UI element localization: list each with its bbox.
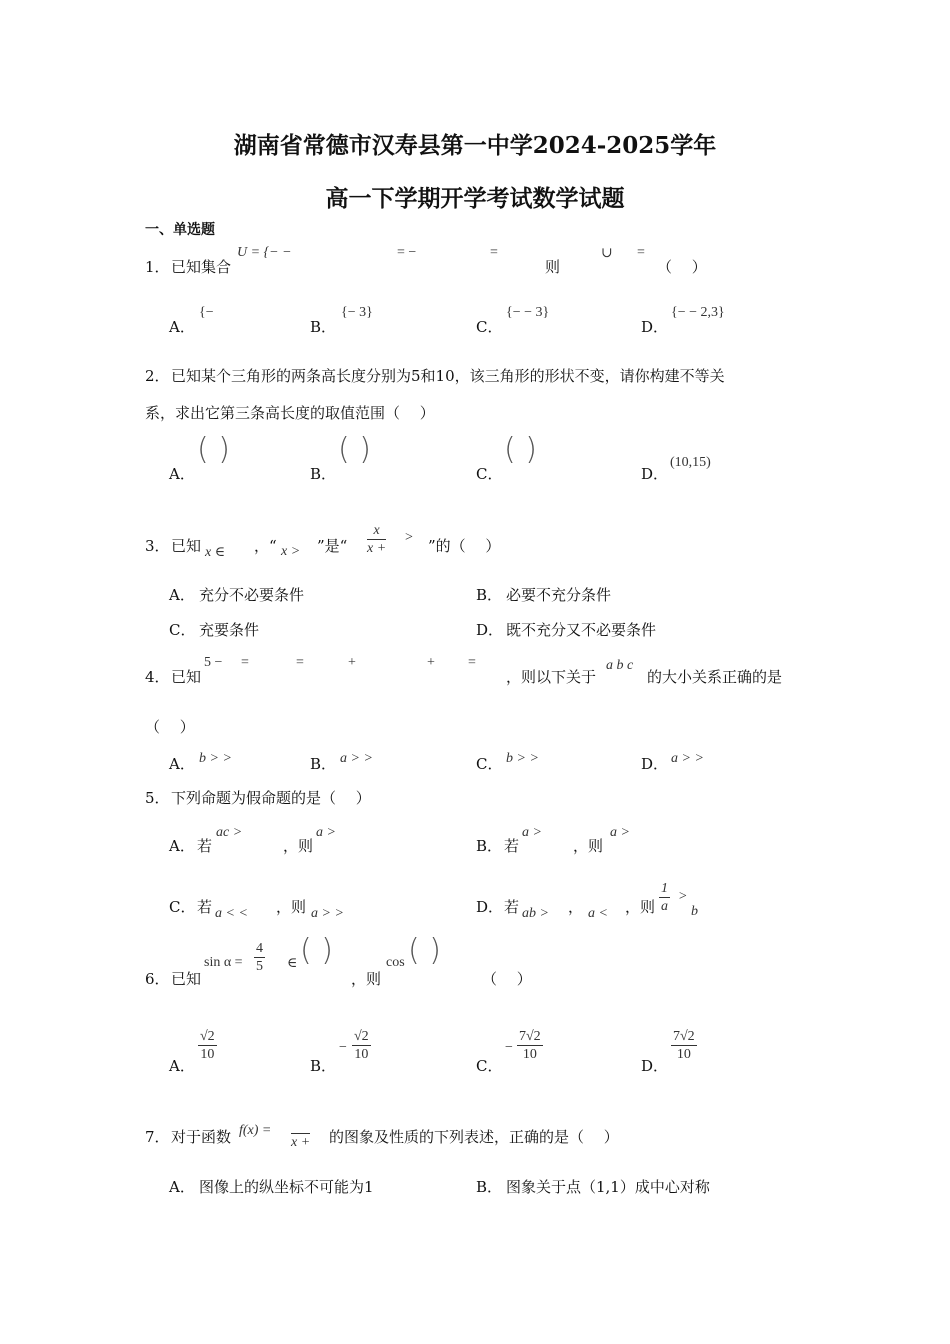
q4-math-2: = <box>241 655 249 670</box>
q3-option-d-label: D． <box>476 621 504 639</box>
q2-option-b-label: B． <box>310 465 337 483</box>
q4-option-d-label: D． <box>641 755 669 773</box>
q2-option-d: (10,15) <box>670 455 711 470</box>
q3-math-relation: > <box>405 530 413 545</box>
q4-option-c: b > > <box>506 751 539 766</box>
q5-option-a-label: A． <box>169 837 195 855</box>
q2-line1: 已知某个三角形的两条高长度分别为5和10，该三角形的形状不变，请你构建不等关 <box>171 367 725 385</box>
q6-option-b-bottom: 10 <box>354 1047 369 1062</box>
q3-sep: ，“ <box>254 537 277 555</box>
q3-option-c: 充要条件 <box>199 621 260 639</box>
q7-option-a: 图像上的纵坐标不可能为1 <box>199 1178 374 1196</box>
q4-number: 4． <box>145 668 170 686</box>
q5-option-d-fraction-bottom: a <box>661 899 668 914</box>
q5-option-d-relation: > <box>678 889 688 904</box>
q7-option-b: 图象关于点（1,1）成中心对称 <box>506 1178 710 1196</box>
q7-option-a-label: A． <box>169 1178 195 1196</box>
q2-option-c-label: C． <box>476 465 503 483</box>
q3-option-a-label: A． <box>169 586 195 604</box>
q1-math-b: = <box>490 245 498 260</box>
q2-option-d-label: D． <box>641 465 669 483</box>
q6-fraction-top: 4 <box>256 941 263 956</box>
q5-option-d-comma: ， <box>568 898 584 916</box>
q6-option-d-top: 7√2 <box>673 1029 695 1044</box>
q5-option-d-fraction-top: 1 <box>661 881 668 896</box>
q1-math-u: U = {− − <box>237 245 292 260</box>
q4-math-5: + <box>427 655 435 670</box>
q5-option-c-result: a > > <box>311 906 344 921</box>
q5-option-a-ze: ，则 <box>283 837 314 855</box>
q4-math-3: = <box>296 655 304 670</box>
q6-option-b <box>352 1028 371 1063</box>
q5-option-d-ze: ，则 <box>625 898 656 916</box>
q5-option-d-ruo: 若 <box>504 898 520 916</box>
q6-fraction <box>254 940 265 975</box>
q2-option-c: ( ) <box>504 432 537 467</box>
q4-blank: （ ） <box>145 718 195 736</box>
q6-option-c <box>517 1028 543 1063</box>
q4-option-a-label: A． <box>169 755 195 773</box>
q3-option-c-label: C． <box>169 621 196 639</box>
q7-tail: 的图象及性质的下列表述，正确的是（ ） <box>329 1128 619 1146</box>
q2-option-a: ( ) <box>197 432 230 467</box>
q3-lead: 已知 <box>171 537 202 555</box>
q6-option-b-sign: − <box>339 1040 347 1055</box>
q3-tail: ”的（ ） <box>428 537 501 555</box>
q5-option-b-label: B． <box>476 837 503 855</box>
q4-math-4: + <box>348 655 356 670</box>
q4-lead: 已知 <box>171 668 202 686</box>
q6-option-a-bottom: 10 <box>200 1047 215 1062</box>
q5-option-a-condition: ac > <box>216 825 243 840</box>
q4-option-b: a > > <box>340 751 373 766</box>
q4-option-d: a > > <box>671 751 704 766</box>
q5-option-d-condition: ab > <box>522 906 549 921</box>
q6-math-in: ∈ <box>287 956 298 971</box>
q2-number: 2． <box>145 367 170 385</box>
q6-option-a-top: √2 <box>200 1029 215 1044</box>
q5-option-c-label: C． <box>169 898 196 916</box>
q1-option-b: {− 3} <box>341 305 373 320</box>
q1-math-union: ∪ <box>601 246 613 261</box>
q4-option-a: b > > <box>199 751 232 766</box>
q5-option-b-condition: a > <box>522 825 542 840</box>
q6-option-b-label: B． <box>310 1057 337 1075</box>
q5-option-d-result: b <box>691 904 698 919</box>
q1-math-a: = − <box>397 245 417 260</box>
q5-option-b-result: a > <box>610 825 630 840</box>
q3-fraction <box>367 522 386 557</box>
q3-fraction-bottom: x + <box>367 541 387 556</box>
q6-lead: 已知 <box>171 970 202 988</box>
q1-option-c: {− − 3} <box>506 305 550 320</box>
q6-option-a-label: A． <box>169 1057 195 1075</box>
q1-option-c-label: C． <box>476 318 503 336</box>
q6-option-c-label: C． <box>476 1057 503 1075</box>
q6-option-a <box>198 1028 217 1063</box>
q6-interval: ( ) <box>300 933 333 968</box>
q5-option-a-ruo: 若 <box>197 837 213 855</box>
q3-option-b-label: B． <box>476 586 503 604</box>
q3-option-d: 既不充分又不必要条件 <box>506 621 657 639</box>
q6-option-d-bottom: 10 <box>676 1047 691 1062</box>
q4-option-b-label: B． <box>310 755 337 773</box>
q5-option-d-fraction <box>659 880 670 915</box>
q1-option-b-label: B． <box>310 318 337 336</box>
q3-option-a: 充分不必要条件 <box>199 586 305 604</box>
q6-blank: （ ） <box>482 970 532 988</box>
q7-math-f: f(x) = <box>239 1123 272 1138</box>
q4-math-1: 5 − <box>204 655 223 670</box>
q3-option-b: 必要不充分条件 <box>506 586 612 604</box>
q5-option-d-condition2: a < <box>588 906 608 921</box>
q6-fraction-bottom: 5 <box>256 959 263 974</box>
exam-title-line2: 高一下学期开学考试数学试题 <box>325 185 625 212</box>
q6-math-sin: sin α = <box>204 955 243 970</box>
q7-fraction-bottom: x + <box>291 1135 311 1150</box>
q1-number: 1． <box>145 258 170 276</box>
q6-number: 6． <box>145 970 170 988</box>
q6-option-c-bottom: 10 <box>522 1047 537 1062</box>
q7-option-b-label: B． <box>476 1178 503 1196</box>
q4-tail: 的大小关系正确的是 <box>647 668 783 686</box>
q6-ze: ，则 <box>351 970 382 988</box>
q3-mid: ”是“ <box>317 537 348 555</box>
q6-cos-arg: ( ) <box>408 933 441 968</box>
q1-ze: 则 <box>545 258 561 276</box>
q5-option-b-ze: ，则 <box>573 837 604 855</box>
q1-blank: （ ） <box>657 258 707 276</box>
q1-lead: 已知集合 <box>171 258 232 276</box>
exam-title-line1: 湖南省常德市汉寿县第一中学2024-2025学年 <box>233 132 717 159</box>
q6-option-c-top: 7√2 <box>519 1029 541 1044</box>
q5-option-a-result: a > <box>316 825 336 840</box>
q5-option-c-ze: ，则 <box>276 898 307 916</box>
q2-option-b: ( ) <box>338 432 371 467</box>
q2-option-a-label: A． <box>169 465 195 483</box>
q1-math-eq: = <box>637 245 645 260</box>
q5-option-d-label: D． <box>476 898 504 916</box>
q5-number: 5． <box>145 789 170 807</box>
q7-lead: 对于函数 <box>171 1128 232 1146</box>
q5-option-c-ruo: 若 <box>197 898 213 916</box>
q7-fraction <box>291 1116 310 1151</box>
q3-fraction-top: x <box>367 522 386 540</box>
q5-stem: 下列命题为假命题的是（ ） <box>171 789 371 807</box>
q7-number: 7． <box>145 1128 170 1146</box>
q1-option-a: {− <box>199 305 214 320</box>
q3-math-condition: x > <box>281 544 301 559</box>
q4-math-6: = <box>468 655 476 670</box>
q6-math-cos: cos <box>386 955 405 970</box>
q6-option-d-label: D． <box>641 1057 669 1075</box>
q2-line2: 系，求出它第三条高长度的取值范围（ ） <box>145 404 435 422</box>
q5-option-b-ruo: 若 <box>504 837 520 855</box>
q3-number: 3． <box>145 537 170 555</box>
q6-option-c-sign: − <box>505 1040 513 1055</box>
section-heading: 一、单选题 <box>145 222 215 238</box>
q4-vars: a b c <box>606 658 634 673</box>
q4-option-c-label: C． <box>476 755 503 773</box>
q6-option-b-top: √2 <box>354 1029 369 1044</box>
q1-option-d: {− − 2,3} <box>671 305 725 320</box>
q4-mid: ，则以下关于 <box>506 668 597 686</box>
q3-math-domain: x ∈ <box>205 545 226 560</box>
q5-option-c-condition: a < < <box>215 906 248 921</box>
q1-option-a-label: A． <box>169 318 195 336</box>
q6-option-d <box>671 1028 697 1063</box>
q1-option-d-label: D． <box>641 318 669 336</box>
